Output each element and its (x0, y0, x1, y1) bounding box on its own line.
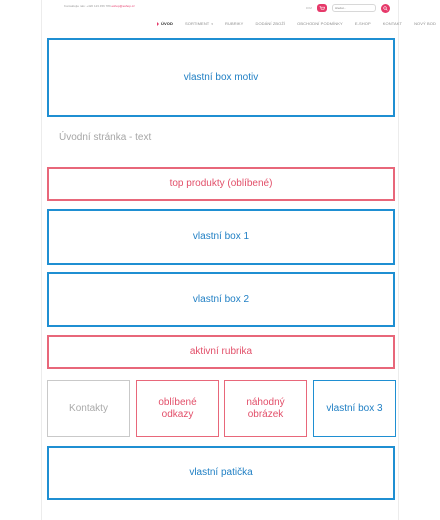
nav-item-dodani[interactable] (255, 21, 285, 26)
active-arrow-icon (157, 22, 159, 26)
chevron-down-icon: ▾ (211, 21, 213, 26)
nav-item-kontakt[interactable] (383, 21, 402, 26)
cart-icon (319, 6, 325, 11)
page-container (41, 0, 436, 520)
main-nav (157, 21, 436, 26)
nav-item-rubriky[interactable] (225, 21, 243, 26)
custom-box-2-label: vlastní box 2 (192, 293, 250, 305)
custom-box-2 (47, 272, 395, 327)
custom-footer-box (47, 446, 395, 500)
favorite-links-box (136, 380, 219, 437)
nav-item-label: OBCHODNÍ PODMÍNKY (297, 21, 343, 26)
favorite-links-label: oblíbené odkazy (158, 396, 197, 420)
custom-box-1-label: vlastní box 1 (192, 231, 250, 242)
nav-item-label: KONTAKT (382, 21, 403, 26)
nav-item-sortiment[interactable] (185, 21, 213, 26)
random-image-box (224, 380, 307, 437)
search-button[interactable] (381, 4, 390, 13)
top-bar (42, 0, 398, 16)
nav-item-label: RUBRIKY (224, 21, 244, 26)
nav-item-eshop[interactable] (355, 21, 371, 26)
custom-box-1 (47, 209, 395, 265)
custom-motif-box (47, 38, 395, 117)
nav-item-podminky[interactable] (297, 21, 343, 26)
nav-item-novy-bod[interactable] (414, 21, 436, 26)
nav-item-label: DODÁNÍ ZBOŽÍ (255, 21, 286, 26)
top-products-label: top produkty (oblíbené) (169, 178, 273, 189)
cart-button[interactable] (317, 4, 327, 12)
active-rubric-label: aktivní rubrika (189, 346, 253, 357)
custom-motif-label: vlastní box motiv (183, 71, 259, 83)
custom-footer-label: vlastní patička (189, 467, 253, 478)
top-products-box (47, 167, 395, 201)
contact-email[interactable]: eshop@eshop.cz (111, 4, 135, 8)
random-image-label: náhodný obrázek (246, 396, 285, 420)
contacts-box (47, 380, 130, 437)
search-input[interactable] (332, 4, 376, 12)
nav-item-uvod[interactable] (157, 21, 173, 26)
nav-item-label: E-SHOP (354, 21, 371, 26)
custom-box-3 (313, 380, 396, 437)
intro-text: Úvodní stránka - text (59, 132, 152, 143)
nav-item-label: ÚVOD (161, 21, 173, 26)
top-actions (306, 2, 390, 14)
custom-box-3-label: vlastní box 3 (326, 402, 383, 414)
nav-item-label: NOVÝ BOD (414, 21, 436, 26)
contact-info (64, 4, 135, 8)
contacts-label: Kontakty (69, 402, 108, 414)
nav-item-label: SORTIMENT (184, 21, 210, 26)
active-rubric-box (47, 335, 395, 369)
cart-total: 0 Kč (305, 6, 312, 10)
contact-text: Kontaktujte nás: +420 123 456 789 (64, 4, 111, 8)
search-icon (383, 6, 388, 11)
